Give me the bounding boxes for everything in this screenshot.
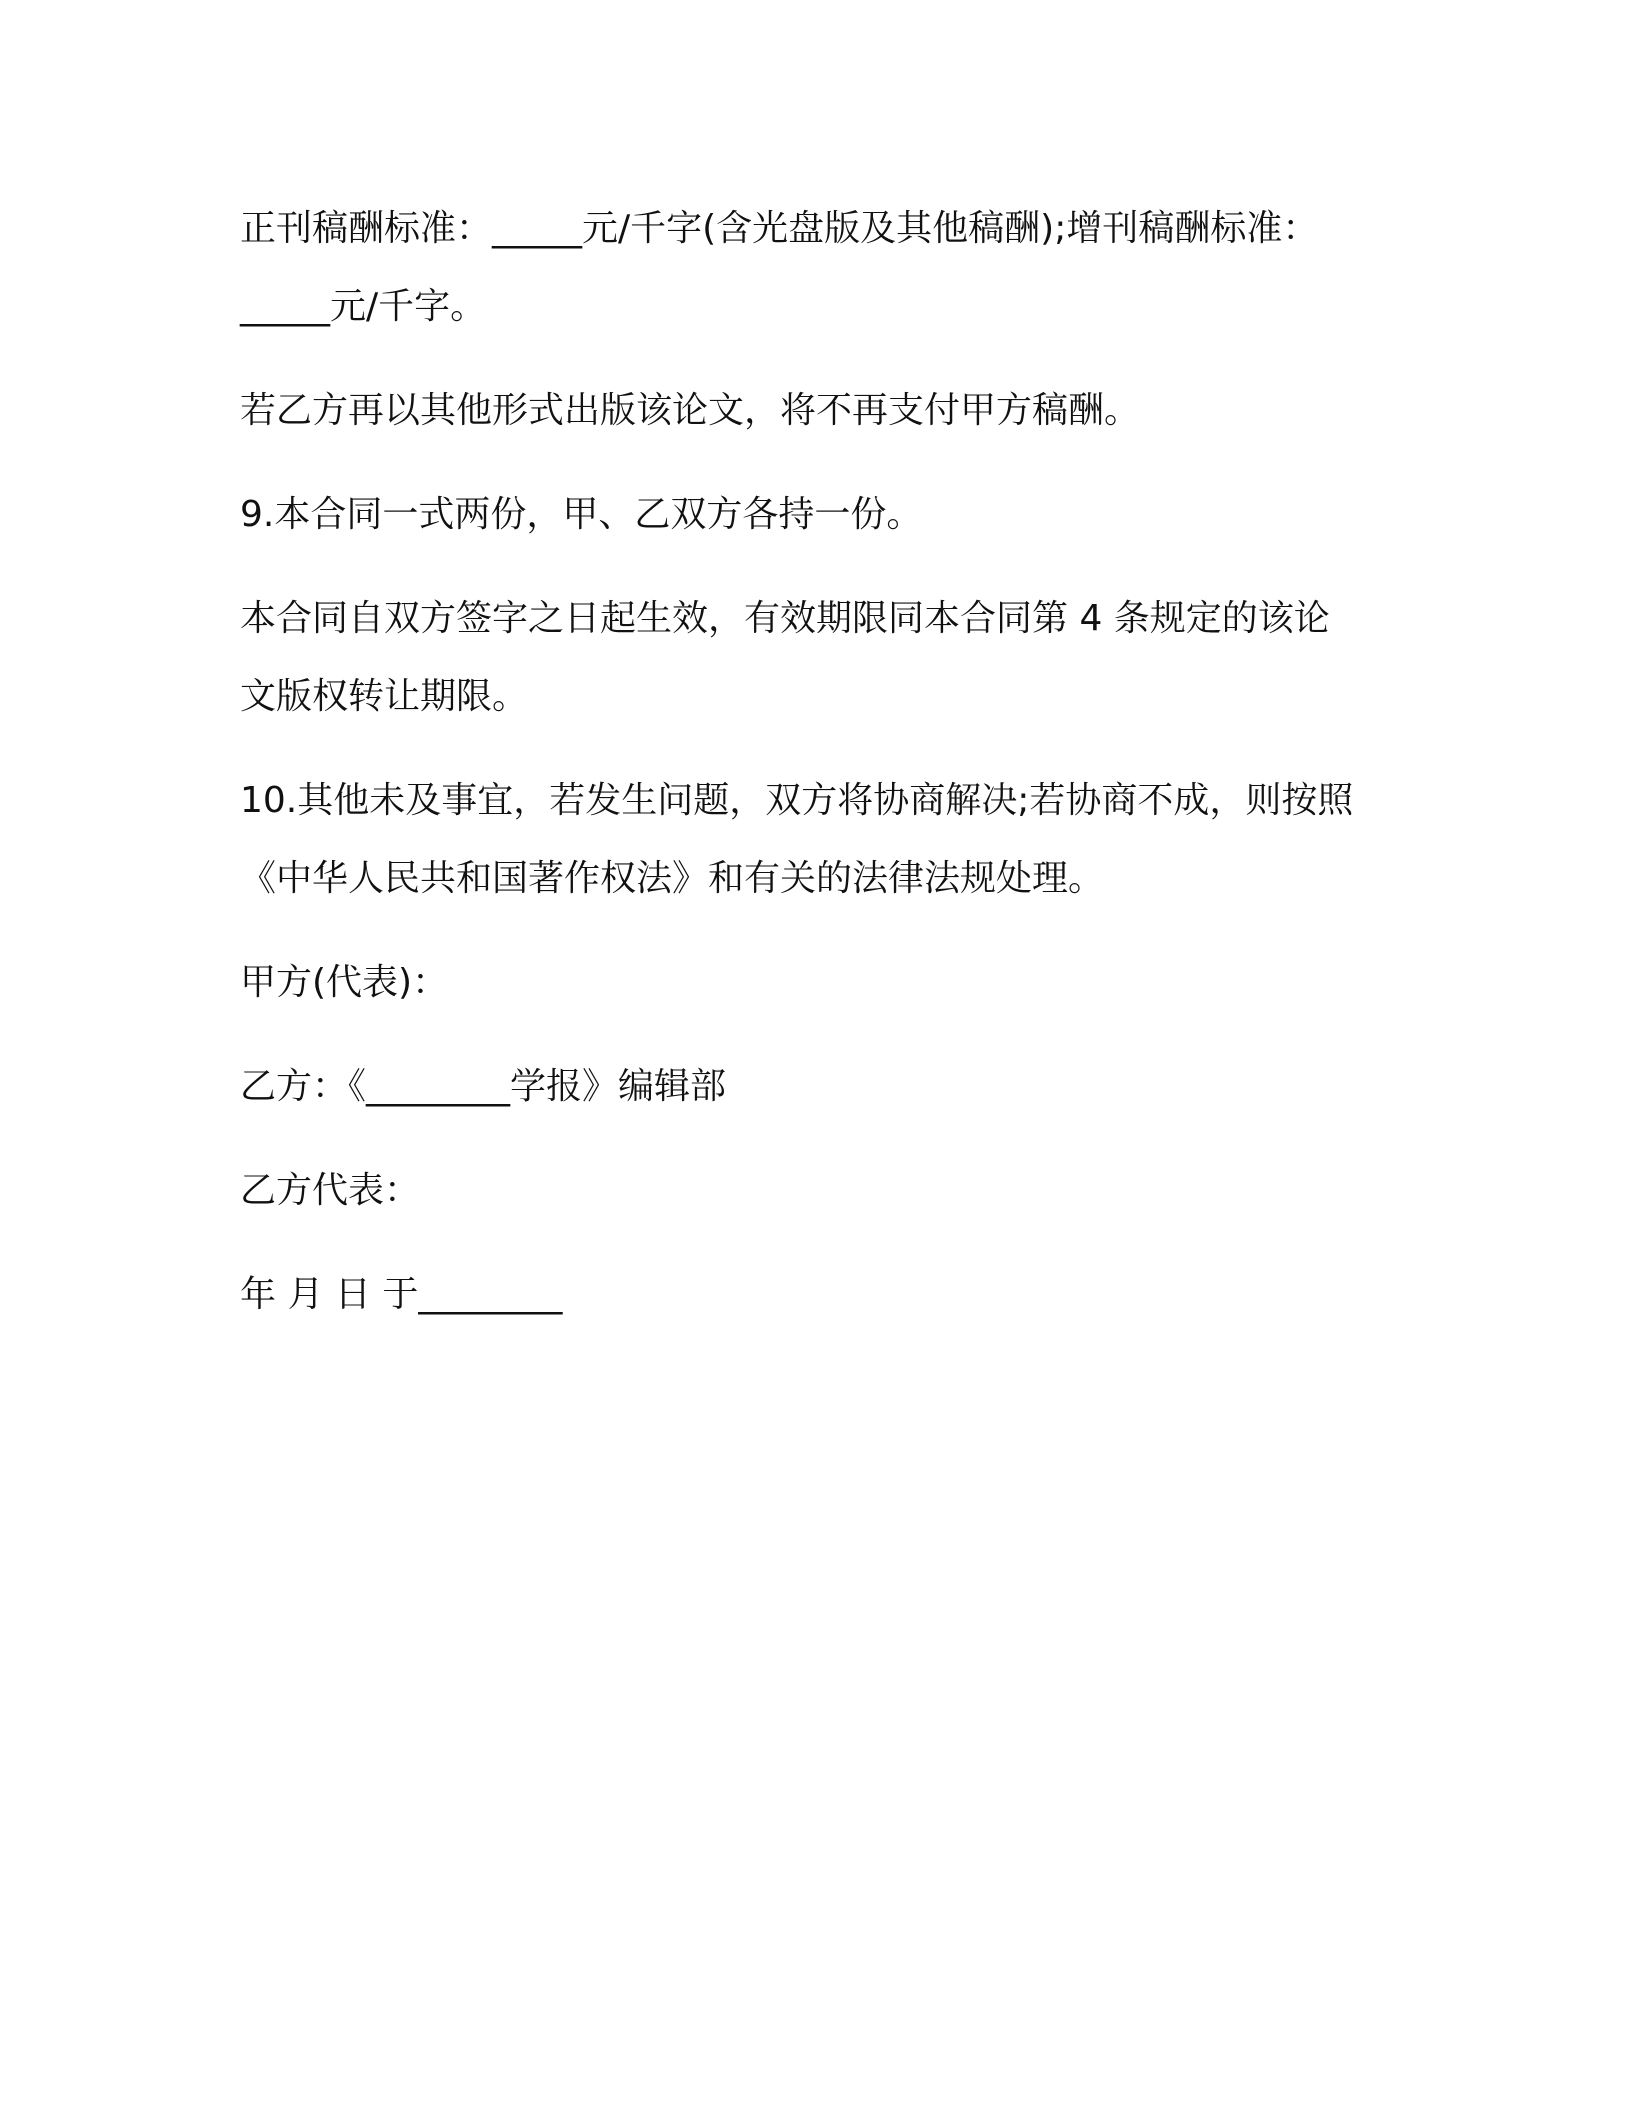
text-line: 甲方(代表)： <box>240 962 449 1003</box>
signature-party-b <box>240 1048 1400 1126</box>
signature-party-a <box>240 944 1400 1022</box>
paragraph-no-further-payment <box>240 372 1400 450</box>
text-line: _____元/千字。 <box>240 286 487 327</box>
document-body <box>240 190 1400 1360</box>
text-line: 正刊稿酬标准：_____元/千字(含光盘版及其他稿酬);增刊稿酬标准： <box>240 208 1319 249</box>
paragraph-fee-standard <box>240 190 1400 346</box>
text-line: 10.其他未及事宜，若发生问题，双方将协商解决;若协商不成，则按照 <box>240 780 1354 821</box>
paragraph-effective-term <box>240 580 1400 736</box>
signature-date-place <box>240 1256 1400 1334</box>
text-line: 乙方代表： <box>240 1170 421 1211</box>
paragraph-clause-10 <box>240 762 1400 918</box>
signature-party-b-representative <box>240 1152 1400 1230</box>
text-line: 文版权转让期限。 <box>240 676 529 717</box>
text-line: 年 月 日 于________ <box>240 1274 563 1315</box>
text-line: 若乙方再以其他形式出版该论文，将不再支付甲方稿酬。 <box>240 390 1141 431</box>
text-line: 乙方：《________学报》编辑部 <box>240 1066 727 1107</box>
paragraph-clause-9 <box>240 476 1400 554</box>
text-line: 《中华人民共和国著作权法》和有关的法律法规处理。 <box>240 858 1105 899</box>
text-line: 本合同自双方签字之日起生效，有效期限同本合同第 4 条规定的该论 <box>240 598 1330 639</box>
text-line: 9.本合同一式两份，甲、乙双方各持一份。 <box>240 494 923 535</box>
